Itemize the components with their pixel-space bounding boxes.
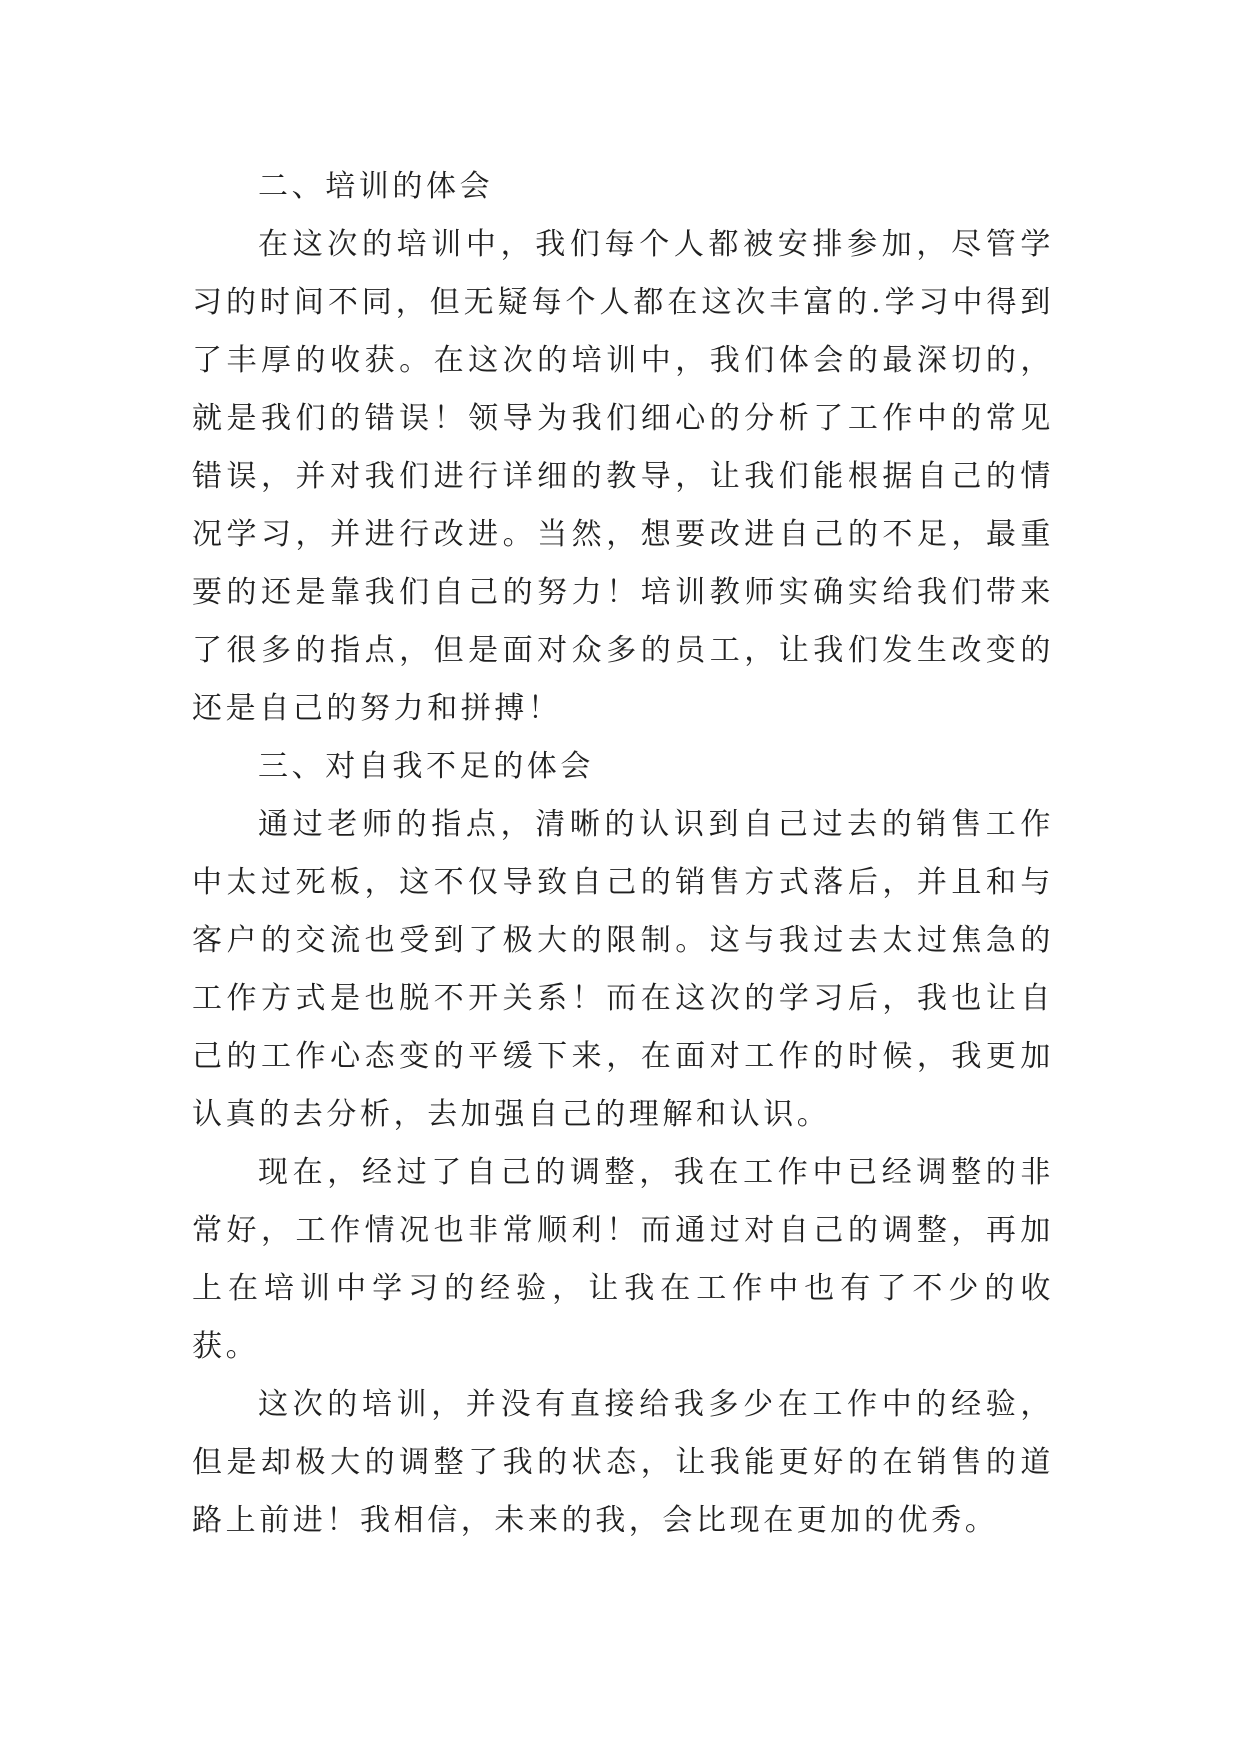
paragraph-adjustment: 现在，经过了自己的调整，我在工作中已经调整的非常好，工作情况也非常顺利！而通过对自己的调整，再加上在培训中学习的经验，让我在工作中也有了不少的收获。 [192, 1155, 1054, 1364]
paragraph-teacher-guidance: 通过老师的指点，清晰的认识到自己过去的销售工作中太过死板，这不仅导致自己的销售方式落后，并且和与客户的交流也受到了极大的限制。这与我过去太过焦急的工作方式是也脱不开关系！而在这次的学习后，我也让自己的工作心态变的平缓下来，在面对工作的时候，我更加认真的去分析，去加强自己的理解和认识。 [192, 807, 1054, 1132]
section-heading-training-experience: 二、培训的体会 [258, 169, 494, 204]
paragraph-training: 在这次的培训中，我们每个人都被安排参加，尽管学习的时间不同，但无疑每个人都在这次丰富的.学习中得到了丰厚的收获。在这次的培训中，我们体会的最深切的，就是我们的错误！领导为我们细心的分析了工作中的常见错误，并对我们进行详细的教导，让我们能根据自己的情况学习，并进行改进。当然，想要改进自己的不足，最重要的还是靠我们自己的努力！培训教师实确实给我们带来了很多的指点，但是面对众多的员工，让我们发生改变的还是自己的努力和拼搏！ [192, 227, 1054, 726]
section-heading-self-shortcomings: 三、对自我不足的体会 [258, 749, 594, 784]
document-body [192, 158, 1054, 1550]
paragraph-conclusion: 这次的培训，并没有直接给我多少在工作中的经验，但是却极大的调整了我的状态，让我能更好的在销售的道路上前进！我相信，未来的我，会比现在更加的优秀。 [192, 1387, 1054, 1538]
